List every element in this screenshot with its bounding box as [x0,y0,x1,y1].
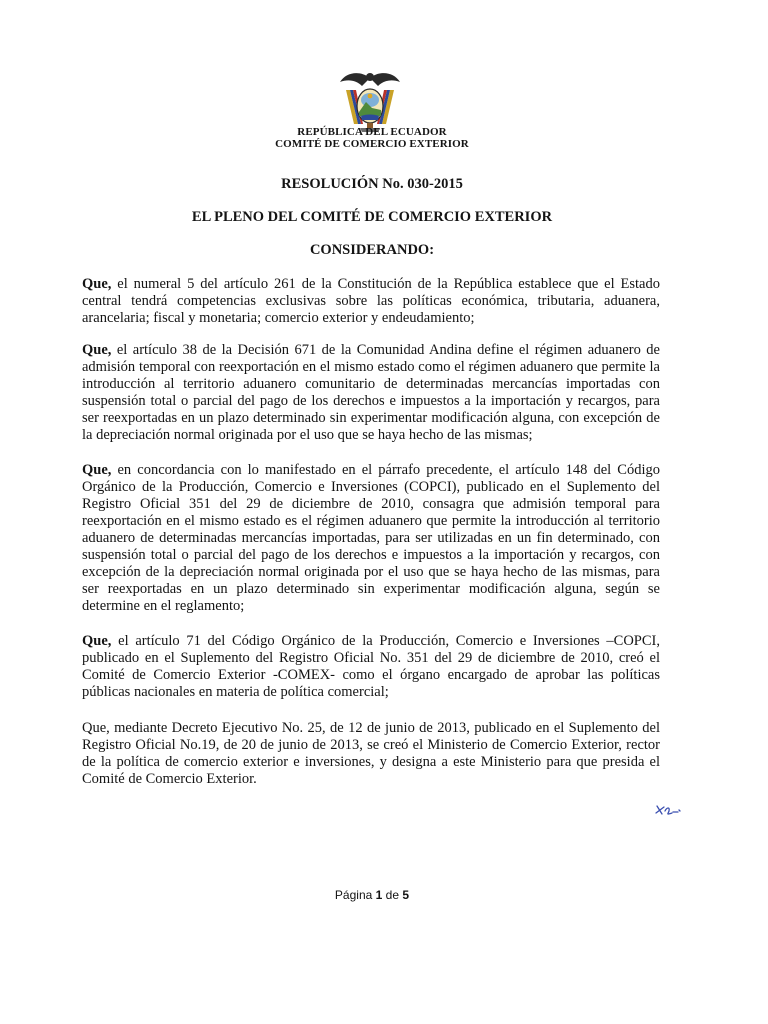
paragraph-lead: Que, [82,342,112,358]
paragraph-lead: Que, [82,633,112,649]
coat-of-arms-icon [336,68,404,134]
of-word: de [385,888,400,902]
paragraph-text: en concordancia con lo manifestado en el párrafo precedente, el artículo 148 del Código Orgánico de la Producción, Comercio e Inversiones (COPCI), publicado en el Suplemento del Registro Oficial 351 del 29 de diciembre de 2010, consagra que admisión temporal para reexportación en el mismo estado es el régimen aduanero que permite la introducción al territorio aduanero de determinadas mercancías importadas, para ser utilizadas en un fin determinado, con suspensión total o parcial del pago de los derechos e impuestos a la importación y recargos, con excepción de la depreciación normal originada por el uso que se haya hecho de las mismas, para ser reexportadas en un plazo determinado sin experimentar modificación alguna, según se determine en el reglamento; [82,462,660,614]
paragraph-text: el artículo 38 de la Decisión 671 de la Comunidad Andina define el régimen aduanero de admisión temporal con reexportación en el mismo estado como el régimen aduanero que permite la introducción al territorio aduanero comunitario de determinadas mercancías importadas con suspensión total o parcial del pago de los derechos e impuestos a la importación y recargos, para ser reexportadas en un plazo determinado sin experimentar modificación alguna, con excepción de la depreciación normal originada por el uso que se haya hecho de las mismas; [82,342,660,443]
document-body [82,276,660,805]
page-footer [0,888,744,902]
paragraph [82,720,660,788]
paragraph-text: el artículo 71 del Código Orgánico de la Producción, Comercio e Inversiones –COPCI, publicado en el Suplemento del Registro Oficial No. 351 del 29 de diciembre de 2010, creó el Comité de Comercio Exterior -COMEX- como el órgano encargado de aprobar las políticas públicas nacionales en materia de política comercial; [82,633,660,700]
country-name: REPÚBLICA DEL ECUADOR [297,126,447,138]
paragraph-text: Que, mediante Decreto Ejecutivo No. 25, de 12 de junio de 2013, publicado en el Suplemento del Registro Oficial No.19, de 20 de junio de 2013, se creó el Ministerio de Comercio Exterior, rector de la política de comercio exterior e inversiones, y designa a este Ministerio para que presida el Comité de Comercio Exterior. [82,720,660,787]
handwritten-initials-icon [654,802,684,818]
paragraph [82,462,660,615]
institution-header [0,126,744,150]
paragraph [82,276,660,327]
paragraph-lead: Que, [82,462,112,478]
total-pages-number: 5 [402,888,410,902]
current-page-number: 1 [375,888,383,902]
body-title: EL PLENO DEL COMITÉ DE COMERCIO EXTERIOR [191,209,553,225]
considering-heading: CONSIDERANDO: [309,242,435,258]
resolution-title: RESOLUCIÓN No. 030-2015 [281,176,463,192]
paragraph [82,342,660,444]
paragraph [82,633,660,701]
committee-name: COMITÉ DE COMERCIO EXTERIOR [275,138,469,150]
paragraph-text: el numeral 5 del artículo 261 de la Constitución de la República establece que el Estado central tendrá competencias exclusivas sobre las políticas económica, tributaria, aduanera, arancelaria; fiscal y monetaria; comercio exterior y endeudamiento; [82,276,660,326]
paragraph-lead: Que, [82,276,112,292]
page-word: Página [334,888,373,902]
